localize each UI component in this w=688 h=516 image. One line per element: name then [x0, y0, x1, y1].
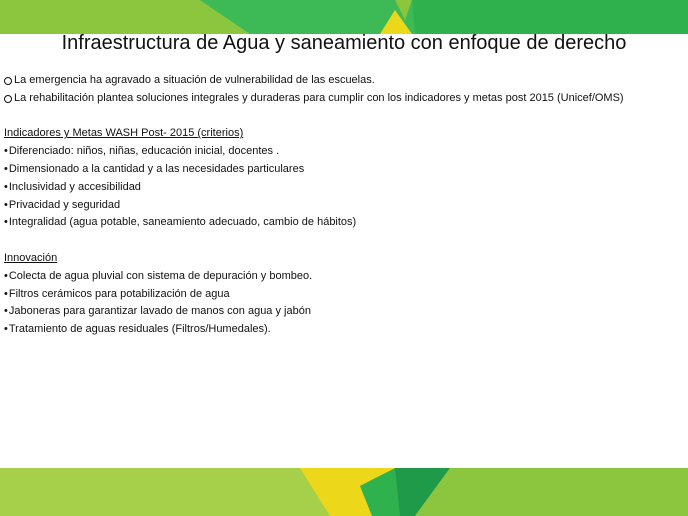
hollow-bullet-icon	[4, 77, 12, 85]
hollow-bullet-icon	[4, 95, 12, 103]
bullet-icon: •	[4, 145, 8, 158]
indicator-item	[4, 197, 684, 215]
bullet-icon: •	[4, 287, 8, 300]
slide-title: Infraestructura de Agua y saneamiento con enfoque de derecho	[61, 32, 627, 54]
bottom-decorative-banner	[0, 468, 688, 516]
indicator-item	[4, 214, 684, 232]
indicators-heading: Indicadores y Metas WASH Post- 2015 (criterios)	[4, 127, 244, 140]
indicator-item-text: Integralidad (agua potable, saneamiento adecuado, cambio de hábitos)	[8, 216, 357, 229]
indicator-item	[4, 179, 684, 197]
innovation-item	[4, 321, 684, 339]
top-decorative-banner	[0, 0, 688, 34]
bullet-icon: •	[4, 269, 8, 282]
indicator-item-text: Privacidad y seguridad	[8, 198, 121, 211]
innovation-item	[4, 303, 684, 321]
slide-body	[4, 72, 684, 339]
bullet-icon: •	[4, 162, 8, 175]
innovation-item-text: Jaboneras para garantizar lavado de manos con agua y jabón	[8, 305, 311, 318]
indicator-item	[4, 143, 684, 161]
bullet-icon: •	[4, 305, 8, 318]
bullet-icon: •	[4, 198, 8, 211]
intro-point	[4, 90, 684, 108]
innovation-item-text: Colecta de agua pluvial con sistema de depuración y bombeo.	[8, 269, 313, 282]
indicator-item-text: Inclusividad y accesibilidad	[8, 180, 141, 193]
innovation-item-text: Filtros cerámicos para potabilización de agua	[8, 287, 230, 300]
intro-point	[4, 72, 684, 90]
bullet-icon: •	[4, 180, 8, 193]
top-banner-graphic	[0, 0, 688, 34]
innovation-item	[4, 286, 684, 304]
innovation-heading: Innovación	[4, 251, 58, 264]
innovation-item-text: Tratamiento de aguas residuales (Filtros/Humedales).	[8, 323, 271, 336]
innovation-item	[4, 268, 684, 286]
bullet-icon: •	[4, 216, 8, 229]
indicator-item-text: Dimensionado a la cantidad y a las necesidades particulares	[8, 162, 305, 175]
intro-point-text: La rehabilitación plantea soluciones integrales y duraderas para cumplir con los indicadores y metas post 2015 (Unicef/OMS)	[14, 91, 624, 104]
indicator-item-text: Diferenciado: niños, niñas, educación inicial, docentes .	[8, 145, 280, 158]
intro-point-text: La emergencia ha agravado a situación de vulnerabilidad de las escuelas.	[14, 74, 375, 86]
bottom-banner-graphic	[0, 468, 688, 516]
indicator-item	[4, 161, 684, 179]
bullet-icon: •	[4, 323, 8, 336]
